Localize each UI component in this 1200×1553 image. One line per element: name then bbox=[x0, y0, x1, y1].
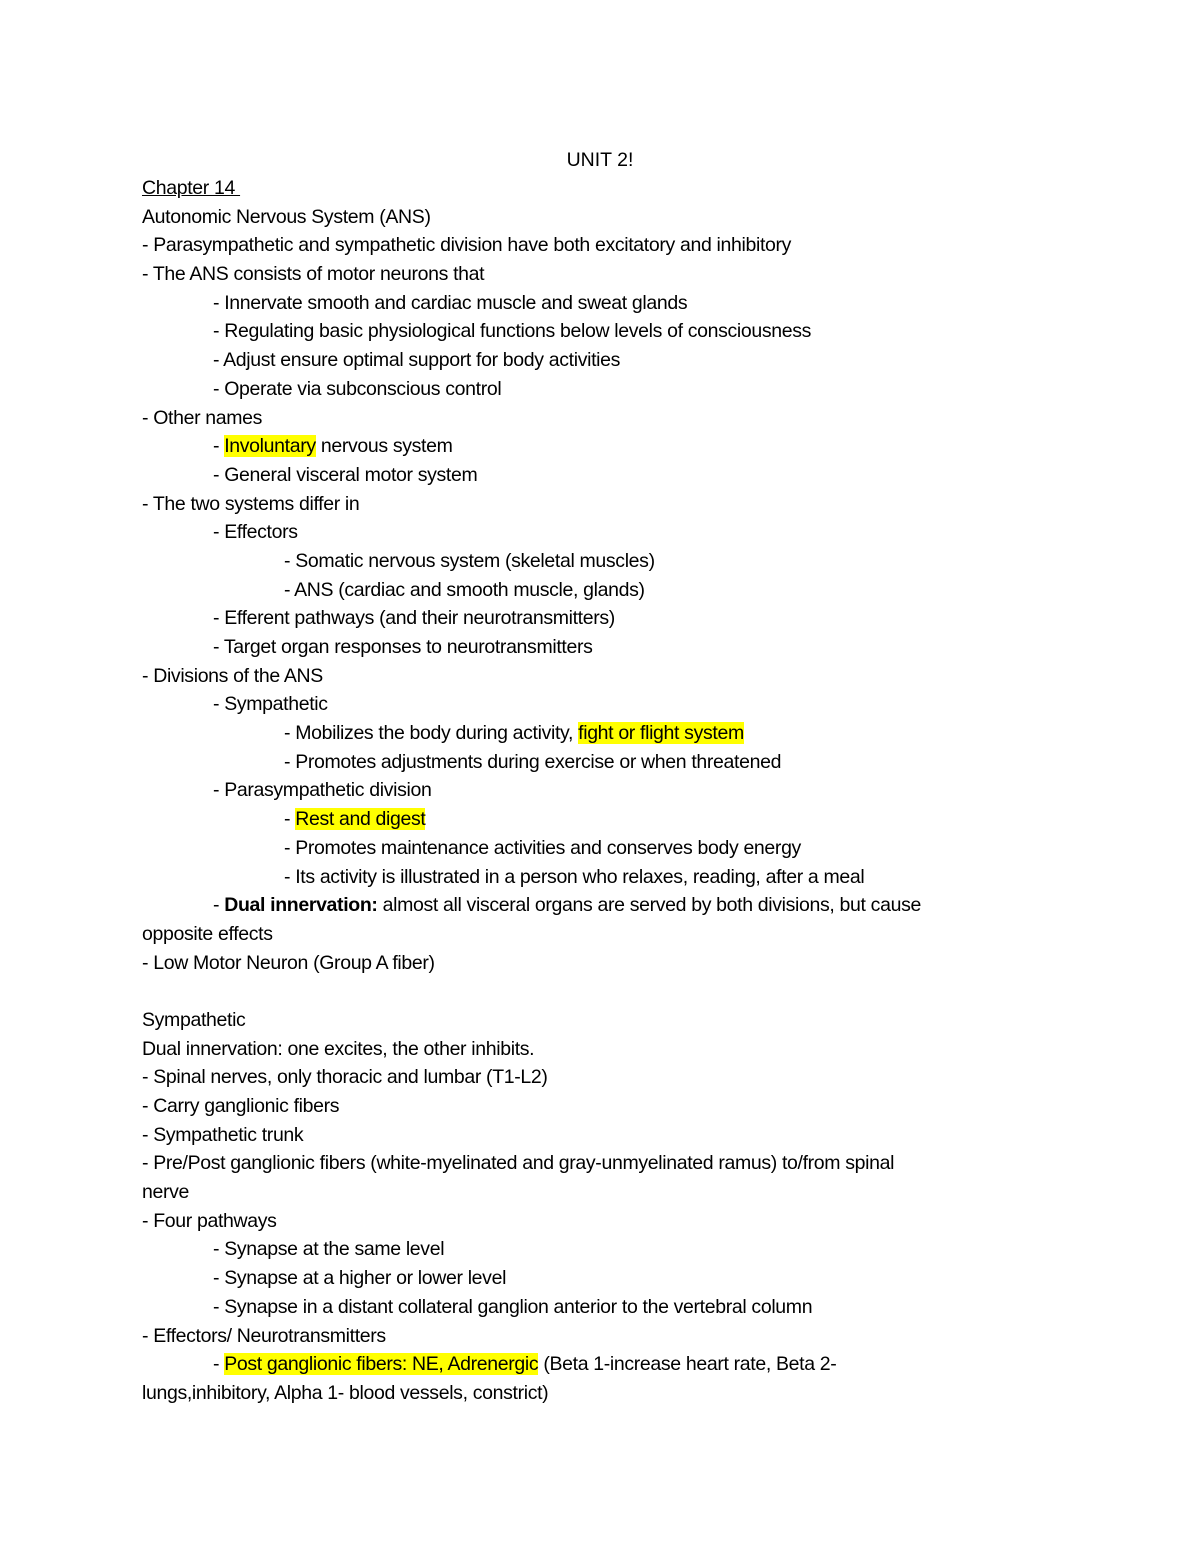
symp-line: - Spinal nerves, only thoracic and lumbar (T1-L2) bbox=[142, 1066, 548, 1089]
symp-line: - Four pathways bbox=[142, 1209, 277, 1232]
ans-subline bbox=[142, 891, 1042, 920]
ans-subline: - Operate via subconscious control bbox=[213, 377, 502, 400]
dash-prefix: - bbox=[213, 435, 225, 458]
dash-prefix: - bbox=[213, 894, 225, 917]
line-rest: nervous system bbox=[315, 435, 453, 458]
ans-subline: - General visceral motor system bbox=[213, 463, 478, 486]
ans-line: - The ANS consists of motor neurons that bbox=[142, 263, 485, 286]
ans-subsubline: - Its activity is illustrated in a person who relaxes, reading, after a meal bbox=[284, 865, 865, 888]
ans-heading: Autonomic Nervous System (ANS) bbox=[142, 205, 431, 228]
ans-subline bbox=[142, 432, 1042, 461]
ans-subsubline: - ANS (cardiac and smooth muscle, glands) bbox=[284, 578, 645, 601]
bold-term: Dual innervation: bbox=[224, 894, 378, 917]
symp-line: - Effectors/ Neurotransmitters bbox=[142, 1324, 386, 1347]
ans-subline: - Regulating basic physiological functions below levels of consciousness bbox=[213, 320, 812, 343]
symp-subline bbox=[142, 1350, 1042, 1379]
symp-line: Dual innervation: one excites, the other inhibits. bbox=[142, 1037, 535, 1060]
symp-subline: - Synapse at the same level bbox=[213, 1238, 445, 1261]
highlighted-text: Involuntary bbox=[224, 435, 316, 458]
ans-subsubline bbox=[142, 719, 1042, 748]
symp-line: - Carry ganglionic fibers bbox=[142, 1095, 340, 1117]
symp-line-continuation: nerve bbox=[142, 1181, 190, 1204]
symp-subline: - Synapse in a distant collateral ganglion anterior to the vertebral column bbox=[213, 1295, 813, 1318]
ans-line: - The two systems differ in bbox=[142, 492, 360, 515]
highlighted-text: Post ganglionic fibers: NE, Adrenergic bbox=[224, 1353, 539, 1376]
symp-line: - Sympathetic trunk bbox=[142, 1123, 304, 1146]
ans-subline: - Sympathetic bbox=[213, 693, 328, 716]
line-rest: almost all visceral organs are served by both divisions, but cause bbox=[377, 894, 921, 917]
line-rest: (Beta 1-increase heart rate, Beta 2- bbox=[538, 1353, 837, 1376]
ans-subline: - Target organ responses to neurotransmitters bbox=[213, 636, 593, 658]
ans-line: - Divisions of the ANS bbox=[142, 664, 323, 687]
ans-subsubline: - Somatic nervous system (skeletal muscles) bbox=[284, 549, 655, 572]
chapter-heading: Chapter 14 bbox=[142, 177, 241, 199]
ans-line: - Parasympathetic and sympathetic division have both excitatory and inhibitory bbox=[142, 234, 792, 257]
line-prefix: - Mobilizes the body during activity, bbox=[284, 722, 579, 745]
document-body bbox=[142, 174, 1042, 1408]
ans-subline: - Parasympathetic division bbox=[213, 779, 432, 802]
sympathetic-heading: Sympathetic bbox=[142, 1008, 246, 1031]
highlighted-text: fight or flight system bbox=[578, 722, 744, 745]
symp-subline: - Synapse at a higher or lower level bbox=[213, 1267, 507, 1290]
ans-subline: - Innervate smooth and cardiac muscle and sweat glands bbox=[213, 291, 688, 314]
ans-subsubline: - Promotes maintenance activities and conserves body energy bbox=[284, 836, 801, 859]
ans-subsubline: - Promotes adjustments during exercise or when threatened bbox=[284, 750, 782, 773]
dash-prefix: - bbox=[284, 808, 296, 831]
ans-line: - Other names bbox=[142, 406, 263, 429]
ans-subline: - Adjust ensure optimal support for body activities bbox=[213, 349, 621, 372]
ans-line: - Low Motor Neuron (Group A fiber) bbox=[142, 951, 435, 974]
page-title: UNIT 2! bbox=[566, 149, 634, 171]
blank-line bbox=[142, 977, 1042, 1006]
highlighted-text: Rest and digest bbox=[295, 808, 426, 831]
ans-subline: - Effectors bbox=[213, 521, 298, 544]
symp-line: - Pre/Post ganglionic fibers (white-myelinated and gray-unmyelinated ramus) to/from spinal bbox=[142, 1152, 895, 1175]
ans-subline: - Efferent pathways (and their neurotransmitters) bbox=[213, 607, 615, 630]
ans-line-continuation: opposite effects bbox=[142, 922, 273, 945]
ans-subsubline bbox=[142, 805, 1042, 834]
symp-line-continuation: lungs,inhibitory, Alpha 1- blood vessels, constrict) bbox=[142, 1381, 549, 1404]
dash-prefix: - bbox=[213, 1353, 225, 1376]
